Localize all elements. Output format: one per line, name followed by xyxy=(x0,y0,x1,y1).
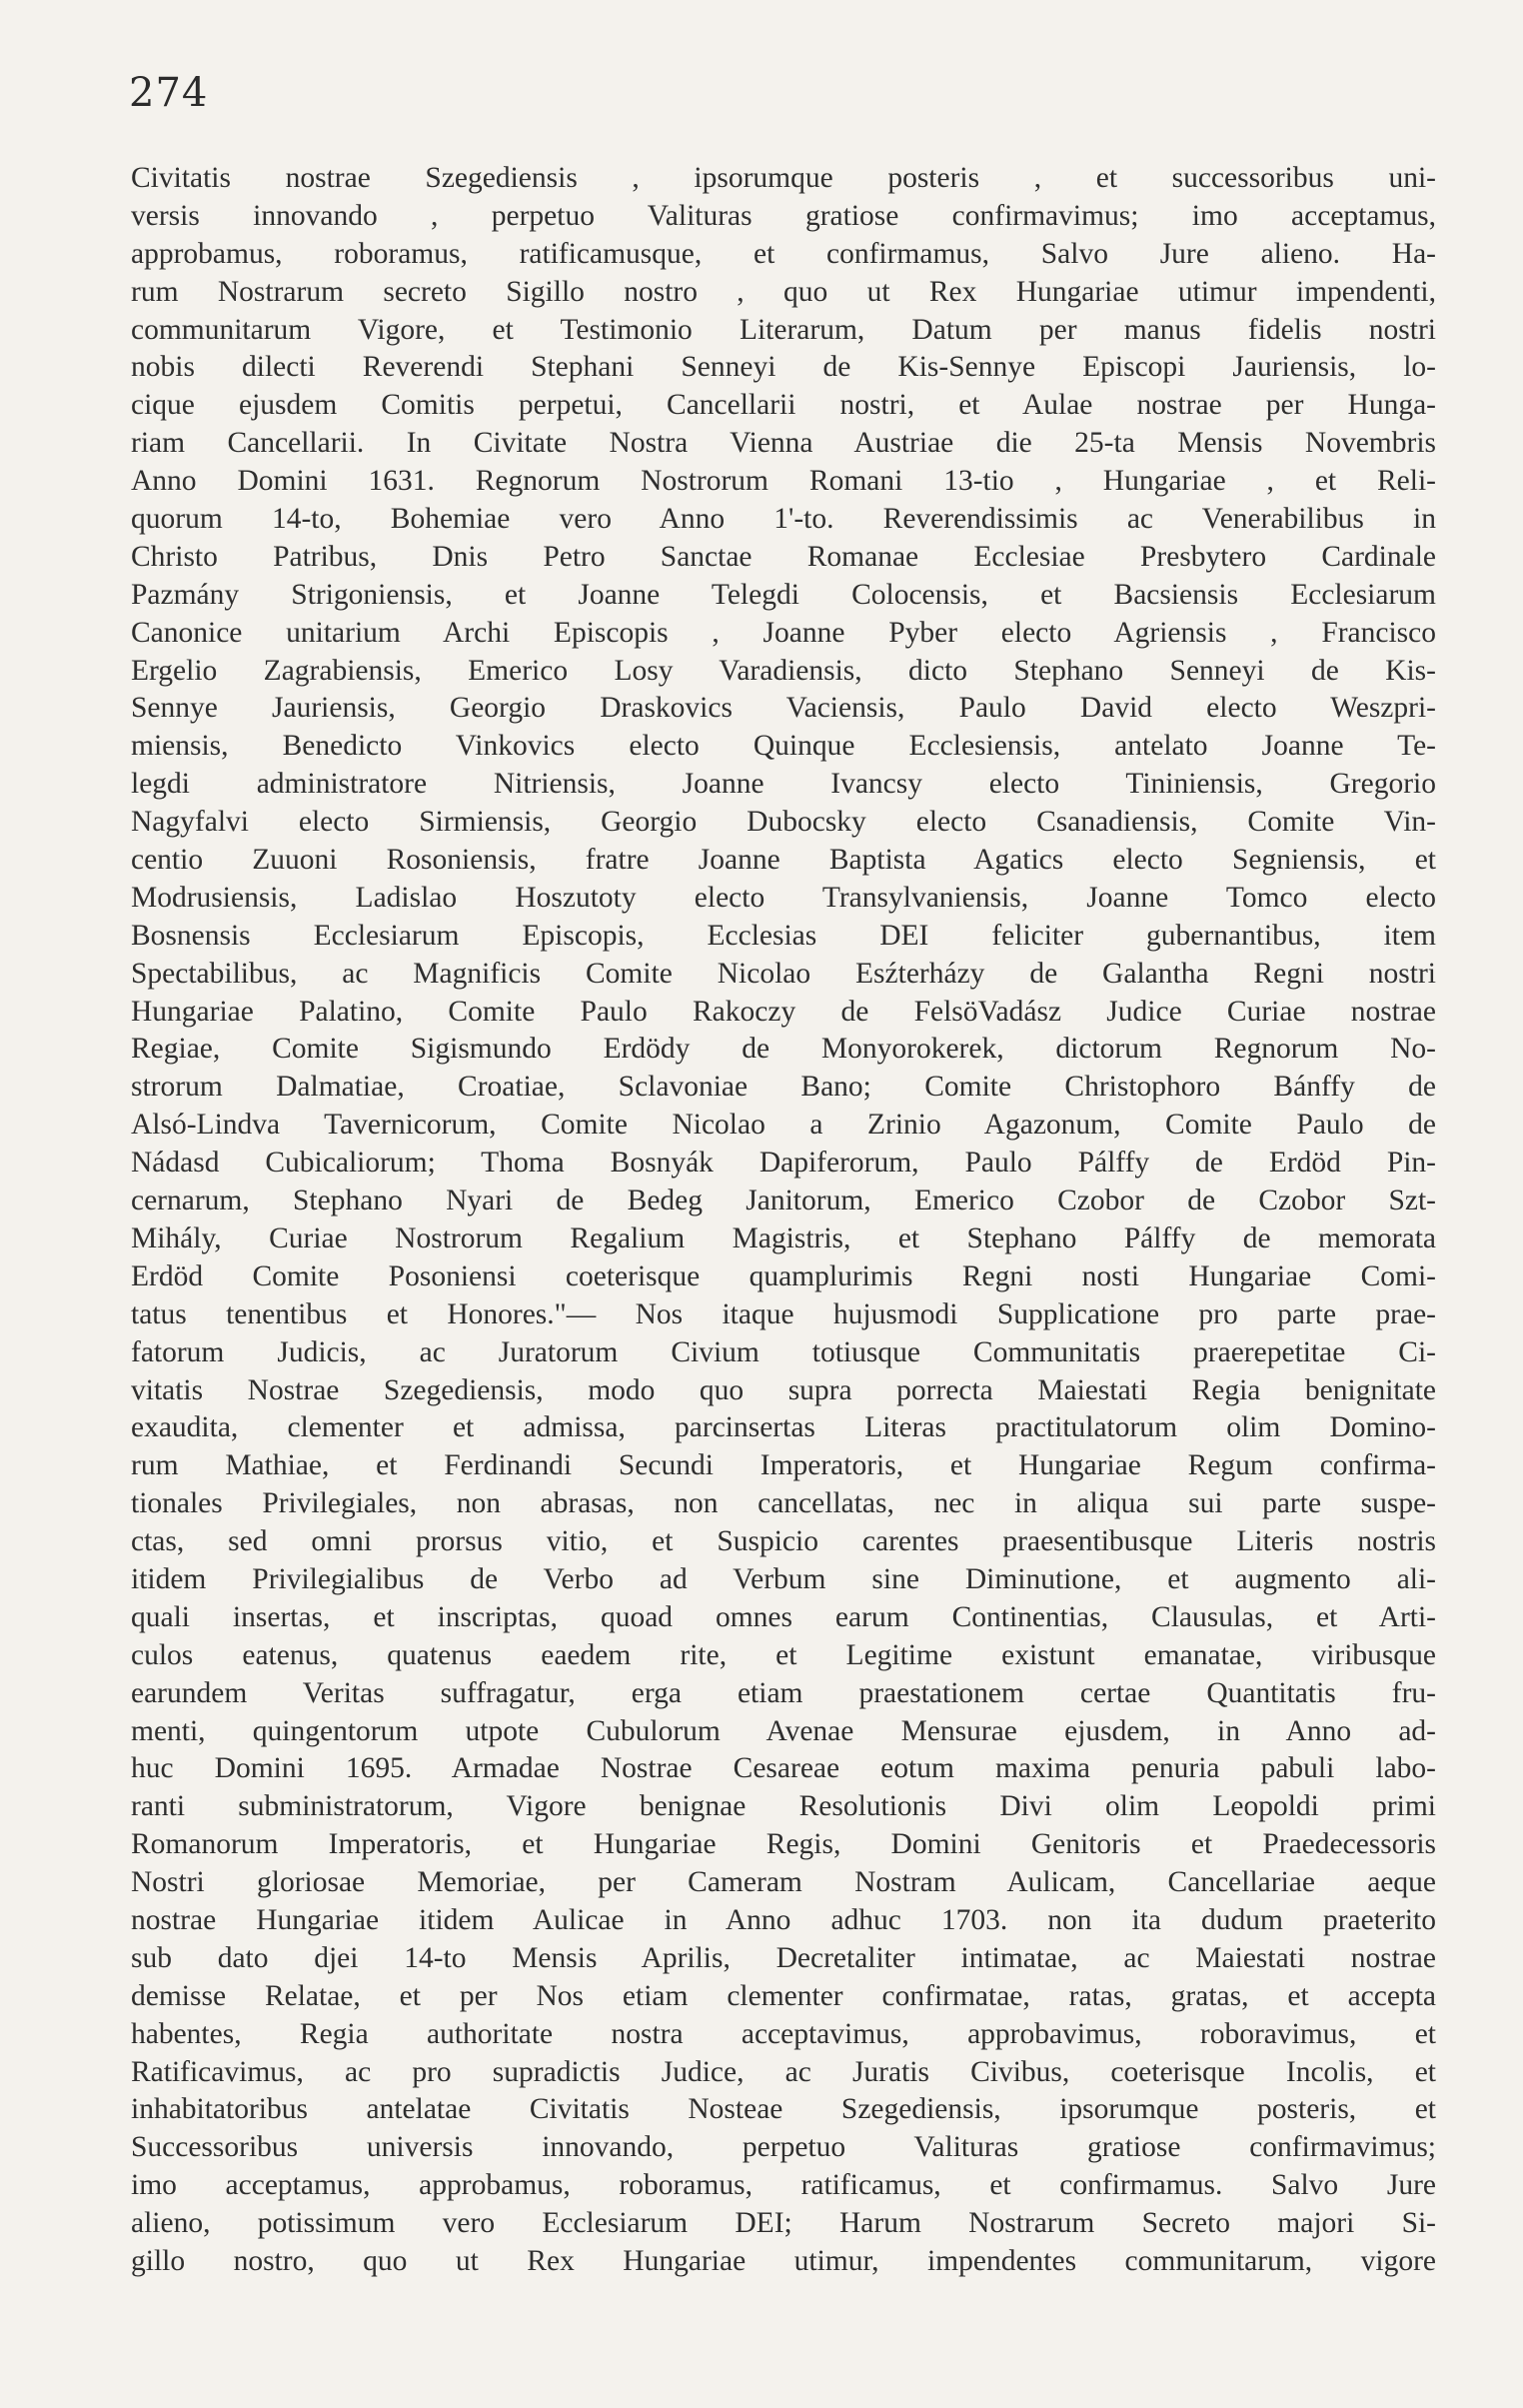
text-line: exaudita, clementer et admissa, parcinsertas Literas practitulatorum olim Domino- xyxy=(131,1411,1436,1444)
text-line: alieno, potissimum vero Ecclesiarum DEI; Harum Nostrarum Secreto majori Si- xyxy=(131,2207,1436,2240)
text-line: vitatis Nostrae Szegediensis, modo quo supra porrecta Maiestati Regia benignitate xyxy=(131,1373,1436,1406)
text-line: legdi administratore Nitriensis, Joanne Ivancsy electo Tininiensis, Gregorio xyxy=(131,768,1436,801)
text-line: Erdöd Comite Posoniensi coeterisque quamplurimis Regni nosti Hungariae Comi- xyxy=(131,1259,1436,1292)
text-line: Spectabilibus, ac Magnificis Comite Nicolao Esźterházy de Galantha Regni nostri xyxy=(131,957,1436,990)
text-line: cernarum, Stephano Nyari de Bedeg Janitorum, Emerico Czobor de Czobor Szt- xyxy=(131,1185,1436,1217)
text-line: Pazmány Strigoniensis, et Joanne Telegdi Colocensis, et Bacsiensis Ecclesiarum xyxy=(131,578,1436,611)
text-line: tatus tenentibus et Honores."— Nos itaque hujusmodi Supplicatione pro parte prae- xyxy=(131,1297,1436,1330)
text-line: habentes, Regia authoritate nostra acceptavimus, approbavimus, roboravimus, et xyxy=(131,2017,1436,2050)
text-line: communitarum Vigore, et Testimonio Literarum, Datum per manus fidelis nostri xyxy=(131,313,1436,346)
text-line: gillo nostro, quo ut Rex Hungariae utimur, impendentes communitarum, vigore xyxy=(131,2244,1436,2277)
text-line: Romanorum Imperatoris, et Hungariae Regis, Domini Genitoris et Praedecessoris xyxy=(131,1828,1436,1861)
text-line: rum Mathiae, et Ferdinandi Secundi Imperatoris, et Hungariae Regum confirma- xyxy=(131,1449,1436,1482)
text-line: miensis, Benedicto Vinkovics electo Quinque Ecclesiensis, antelato Joanne Te- xyxy=(131,730,1436,763)
text-line: quorum 14-to, Bohemiae vero Anno 1'-to. Reverendissimis ac Venerabilibus in xyxy=(131,503,1436,536)
text-line: imo acceptamus, approbamus, roboramus, ratificamus, et confirmamus. Salvo Jure xyxy=(131,2169,1436,2202)
text-line: strorum Dalmatiae, Croatiae, Sclavoniae Bano; Comite Christophoro Bánffy de xyxy=(131,1071,1436,1104)
text-line: Anno Domini 1631. Regnorum Nostrorum Romani 13-tio , Hungariae , et Reli- xyxy=(131,465,1436,498)
text-line: rum Nostrarum secreto Sigillo nostro , quo ut Rex Hungariae utimur impendenti, xyxy=(131,275,1436,308)
text-line: Sennye Jauriensis, Georgio Draskovics Vaciensis, Paulo David electo Weszpri- xyxy=(131,692,1436,725)
text-line: centio Zuuoni Rosoniensis, fratre Joanne Baptista Agatics electo Segniensis, et xyxy=(131,844,1436,877)
text-line: Nagyfalvi electo Sirmiensis, Georgio Dubocsky electo Csanadiensis, Comite Vin- xyxy=(131,806,1436,839)
text-line: Alsó-Lindva Tavernicorum, Comite Nicolao a Zrinio Agazonum, Comite Paulo de xyxy=(131,1109,1436,1142)
body-text xyxy=(131,160,1436,2281)
text-line: Successoribus universis innovando, perpetuo Valituras gratiose confirmavimus; xyxy=(131,2131,1436,2164)
text-line: Christo Patribus, Dnis Petro Sanctae Romanae Ecclesiae Presbytero Cardinale xyxy=(131,540,1436,573)
text-line: tionales Privilegiales, non abrasas, non cancellatas, nec in aliqua sui parte suspe- xyxy=(131,1487,1436,1520)
text-line: ranti subministratorum, Vigore benignae Resolutionis Divi olim Leopoldi primi xyxy=(131,1790,1436,1823)
text-line: sub dato djei 14-to Mensis Aprilis, Decretaliter intimatae, ac Maiestati nostrae xyxy=(131,1941,1436,1974)
text-line: demisse Relatae, et per Nos etiam clementer confirmatae, ratas, gratas, et accepta xyxy=(131,1979,1436,2012)
text-line: cique ejusdem Comitis perpetui, Cancellarii nostri, et Aulae nostrae per Hunga- xyxy=(131,389,1436,422)
text-line: approbamus, roboramus, ratificamusque, et confirmamus, Salvo Jure alieno. Ha- xyxy=(131,237,1436,270)
text-line: versis innovando , perpetuo Valituras gratiose confirmavimus; imo acceptamus, xyxy=(131,199,1436,232)
text-line: Canonice unitarium Archi Episcopis , Joanne Pyber electo Agriensis , Francisco xyxy=(131,616,1436,649)
text-line: itidem Privilegialibus de Verbo ad Verbum sine Diminutione, et augmento ali- xyxy=(131,1562,1436,1595)
text-line: riam Cancellarii. In Civitate Nostra Vienna Austriae die 25-ta Mensis Novembris xyxy=(131,427,1436,460)
text-line: fatorum Judicis, ac Juratorum Civium totiusque Communitatis praerepetitae Ci- xyxy=(131,1335,1436,1368)
text-line: menti, quingentorum utpote Cubulorum Avenae Mensurae ejusdem, in Anno ad- xyxy=(131,1714,1436,1747)
text-line: ctas, sed omni prorsus vitio, et Suspicio carentes praesentibusque Literis nostris xyxy=(131,1525,1436,1558)
text-line: Nostri gloriosae Memoriae, per Cameram Nostram Aulicam, Cancellariae aeque xyxy=(131,1866,1436,1899)
text-line: Mihály, Curiae Nostrorum Regalium Magistris, et Stephano Pálffy de memorata xyxy=(131,1221,1436,1254)
text-line: quali insertas, et inscriptas, quoad omnes earum Continentias, Clausulas, et Arti- xyxy=(131,1600,1436,1633)
text-line: Regiae, Comite Sigismundo Erdödy de Monyorokerek, dictorum Regnorum No- xyxy=(131,1033,1436,1066)
text-line: Modrusiensis, Ladislao Hoszutoty electo Transylvaniensis, Joanne Tomco electo xyxy=(131,881,1436,914)
text-line: Ergelio Zagrabiensis, Emerico Losy Varadiensis, dicto Stephano Senneyi de Kis- xyxy=(131,654,1436,687)
text-line: nostrae Hungariae itidem Aulicae in Anno adhuc 1703. non ita dudum praeterito xyxy=(131,1903,1436,1936)
text-line: inhabitatoribus antelatae Civitatis Nosteae Szegediensis, ipsorumque posteris, et xyxy=(131,2093,1436,2126)
text-line: Hungariae Palatino, Comite Paulo Rakoczy de FelsöVadász Judice Curiae nostrae xyxy=(131,995,1436,1028)
text-line: nobis dilecti Reverendi Stephani Senneyi de Kis-Sennye Episcopi Jauriensis, lo- xyxy=(131,351,1436,384)
text-line: Bosnensis Ecclesiarum Episcopis, Ecclesias DEI feliciter gubernantibus, item xyxy=(131,919,1436,952)
text-line: Civitatis nostrae Szegediensis , ipsorumque posteris , et successoribus uni- xyxy=(131,162,1436,194)
text-line: culos eatenus, quatenus eaedem rite, et Legitime existunt emanatae, viribusque xyxy=(131,1638,1436,1671)
text-line: huc Domini 1695. Armadae Nostrae Cesareae eotum maxima penuria pabuli labo- xyxy=(131,1752,1436,1785)
page-number: 274 xyxy=(129,70,209,116)
text-line: Nádasd Cubicaliorum; Thoma Bosnyák Dapiferorum, Paulo Pálffy de Erdöd Pin- xyxy=(131,1147,1436,1180)
text-line: Ratificavimus, ac pro supradictis Judice, ac Juratis Civibus, coeterisque Incolis, et xyxy=(131,2055,1436,2088)
text-line: earundem Veritas suffragatur, erga etiam praestationem certae Quantitatis fru- xyxy=(131,1676,1436,1709)
